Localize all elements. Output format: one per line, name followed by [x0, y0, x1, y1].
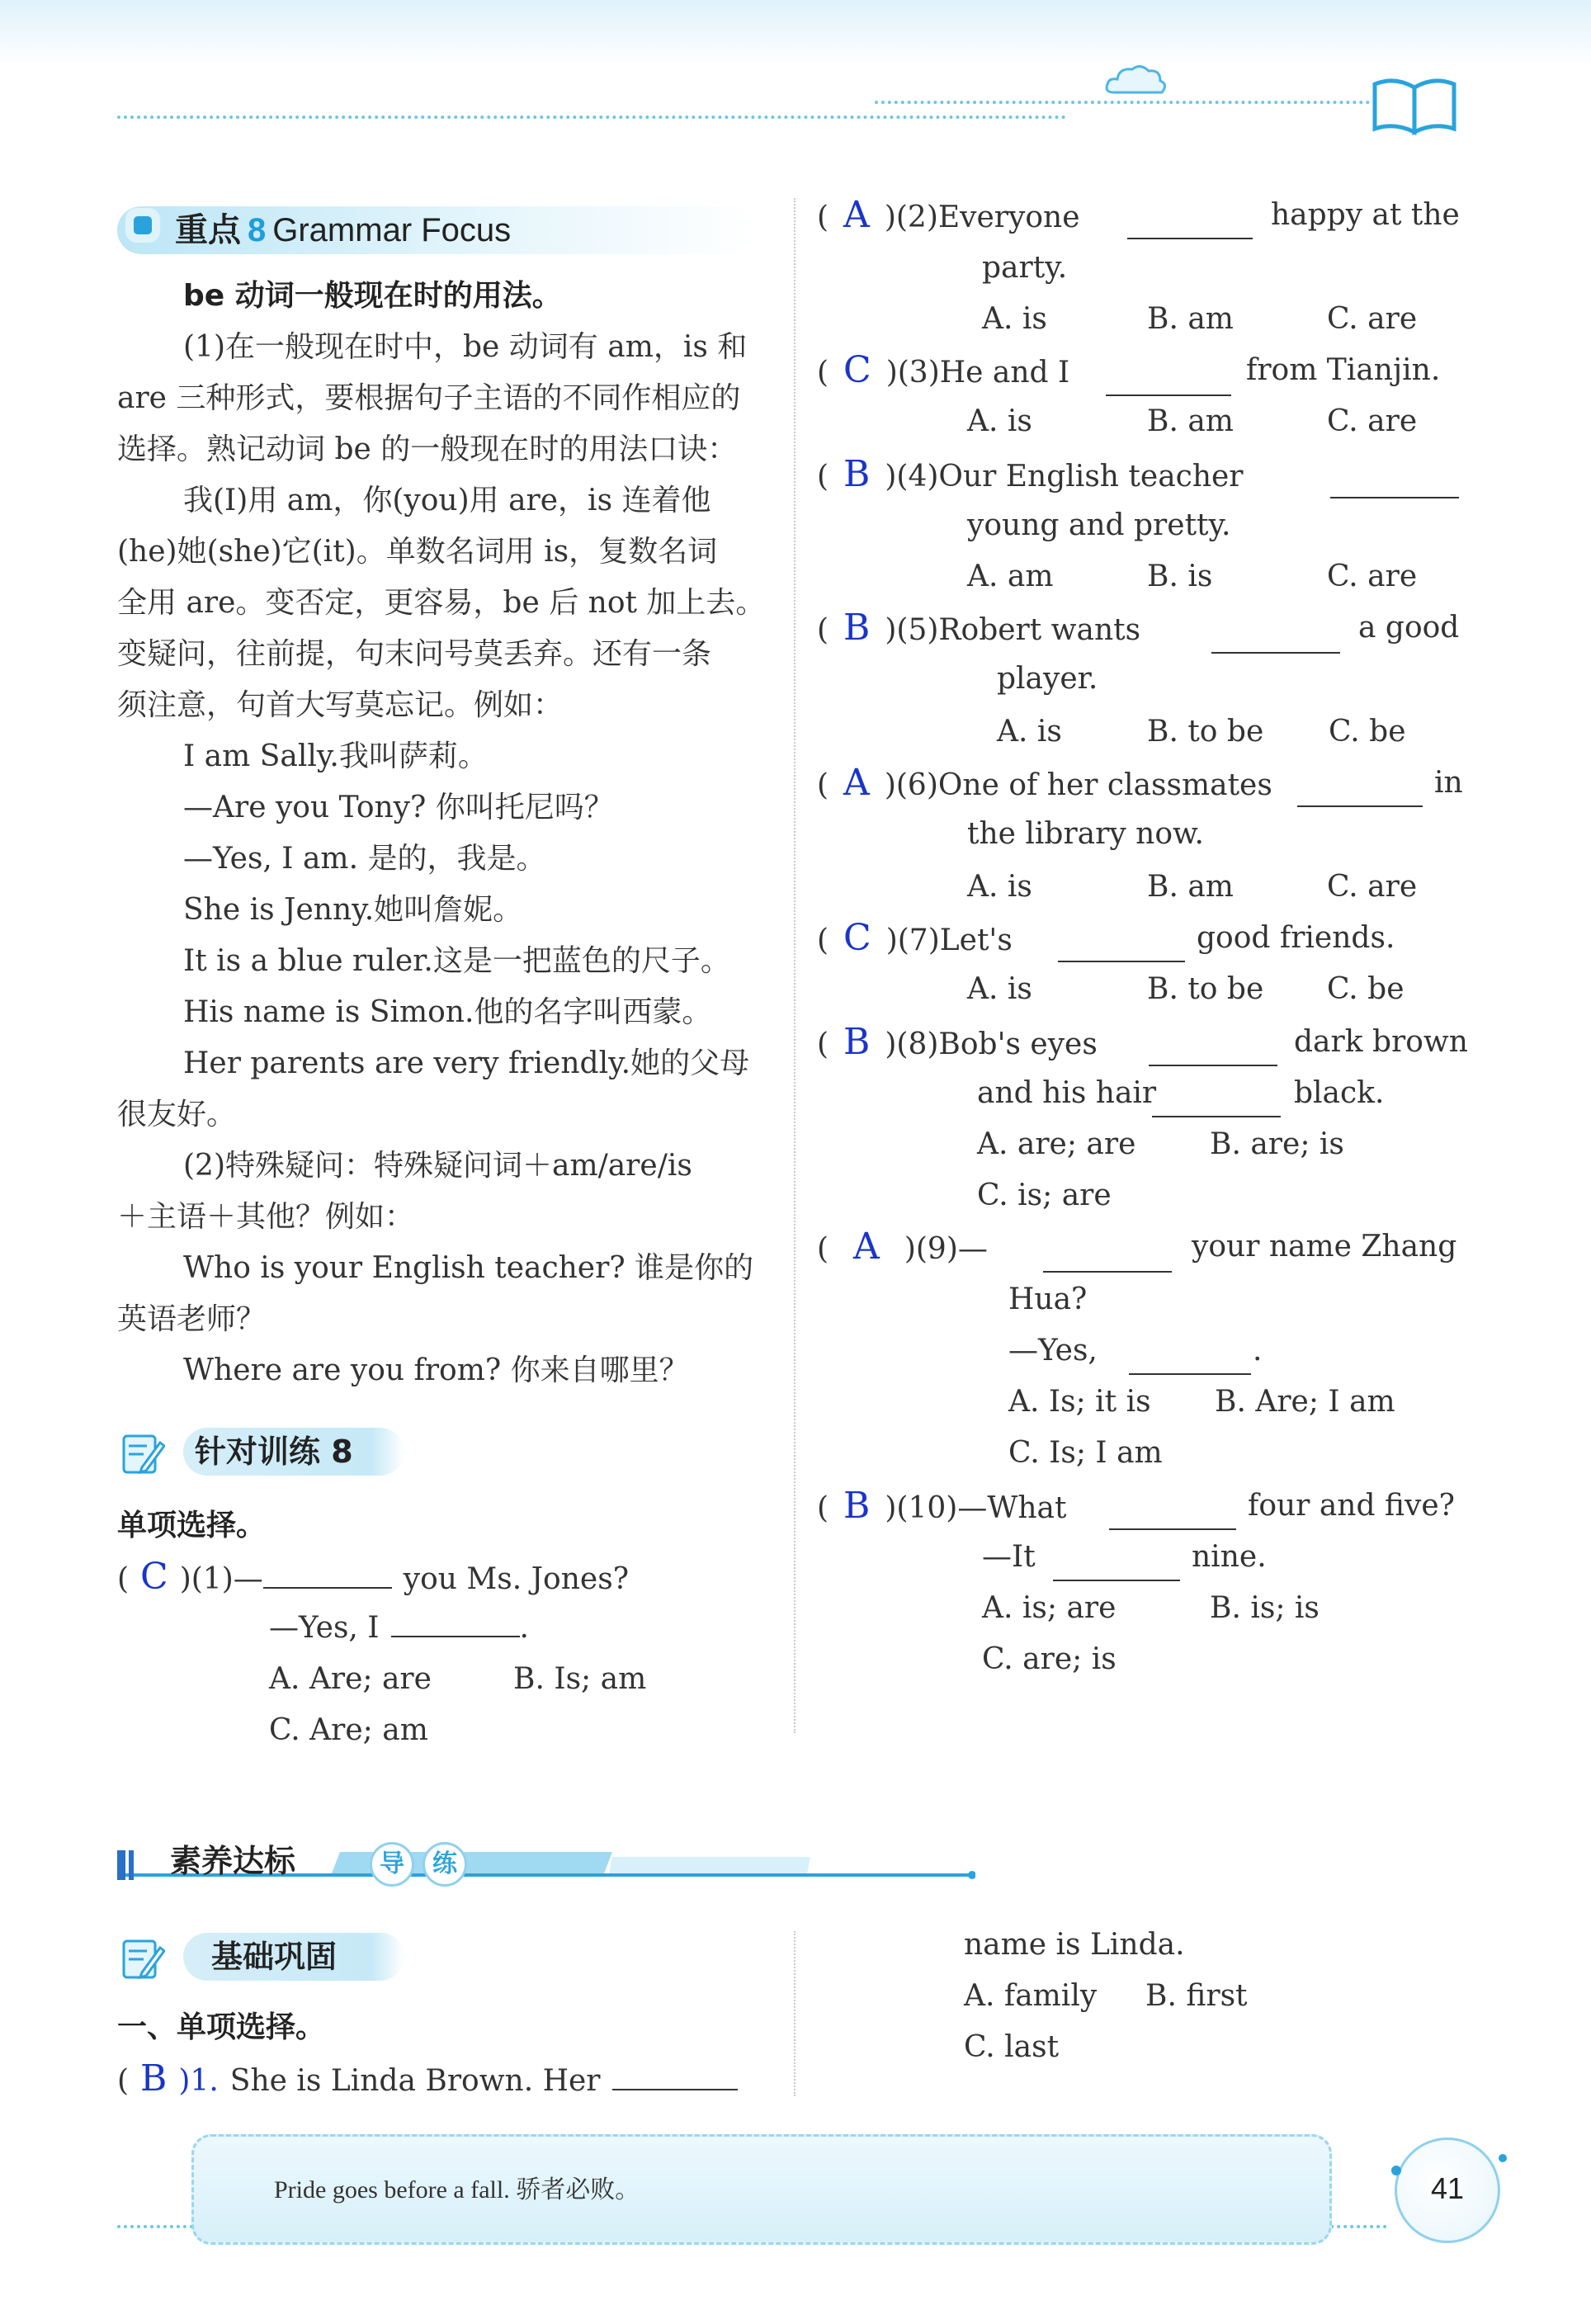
option-c: C. be [1329, 715, 1406, 749]
question-10: ( B )(10)—What [817, 1485, 1067, 1527]
focus-title-en: Grammar Focus [272, 212, 512, 248]
answer-4: B [843, 453, 871, 495]
question-1: ( C )(1)— you Ms. Jones? [117, 1556, 629, 1598]
answer-6: A [843, 762, 870, 804]
blank [263, 1562, 392, 1589]
focus-heading: be 动词一般现在时的用法。 [183, 279, 562, 313]
question-8: ( B )(8)Bob's eyes [817, 1021, 1098, 1063]
question-6-text: the library now. [967, 817, 1204, 851]
focus-line: Her parents are very friendly.她的父母 [183, 1046, 750, 1080]
question-8-text: and his hair [977, 1076, 1157, 1110]
option-b: B. are; is [1210, 1127, 1344, 1161]
answer-2: A [843, 194, 870, 236]
question-5: ( B )(5)Robert wants [817, 607, 1141, 649]
grammar-focus-title [175, 206, 511, 254]
section2-title: 素养达标 [170, 1843, 296, 1879]
section2-question-1: ( B )1. She is Linda Brown. Her [117, 2053, 738, 2107]
part-title: 一、单项选择。 [117, 2010, 326, 2044]
question-1-line2: —Yes, I . [269, 1611, 529, 1645]
option-b: B. Is; am [513, 1662, 647, 1696]
question-8-text: dark brown [1294, 1025, 1468, 1059]
question-10-text: four and five? [1248, 1489, 1455, 1523]
blank [1053, 1555, 1180, 1581]
option-a: A. is [967, 404, 1032, 438]
question-5-text: player. [997, 662, 1098, 696]
question-2: ( A )(2)Everyone [817, 194, 1080, 236]
focus-line: It is a blue ruler.这是一把蓝色的尺子。 [183, 944, 730, 978]
section2-q1-cont: name is Linda. [964, 1928, 1185, 1962]
option-c: C. are; is [982, 1642, 1117, 1676]
blank [1149, 1040, 1277, 1066]
blank [612, 2064, 738, 2090]
option-a: A. is [967, 972, 1032, 1006]
focus-line: Where are you from? 你来自哪里？ [183, 1353, 689, 1387]
blank [1109, 1504, 1236, 1530]
option-a: A. are; are [977, 1127, 1136, 1161]
blank [1058, 936, 1185, 962]
dot-decoration [1391, 2166, 1401, 2175]
focus-line: 变疑问，往前提，句末问号莫丢弃。还有一条 [117, 637, 712, 671]
option-c: C. are [1327, 404, 1418, 438]
focus-line: 选择。熟记动词 be 的一般现在时的用法口诀： [117, 432, 738, 466]
answer-10: B [843, 1485, 871, 1527]
focus-line: ＋主语＋其他？例如： [117, 1200, 415, 1234]
focus-number: 8 [248, 212, 267, 248]
option-a: A. Is; it is [1008, 1385, 1151, 1419]
page-number: 41 [1430, 2171, 1465, 2205]
focus-label: 重点 [175, 210, 241, 249]
answer-7: C [843, 917, 871, 959]
pencil-note-icon [120, 1431, 165, 1476]
option-b: B. first [1145, 1979, 1248, 2013]
question-3: ( C )(3)He and I [817, 349, 1070, 391]
focus-line: are 三种形式，要根据句子主语的不同作相应的 [117, 381, 741, 415]
blank [1152, 1091, 1281, 1117]
option-a: A. is [967, 870, 1032, 904]
option-c: C. are [1327, 302, 1418, 336]
question-9-text: your name Zhang [1192, 1230, 1457, 1264]
answer-3: C [843, 349, 871, 391]
option-a: A. am [967, 560, 1054, 593]
training-title: 针对训练 8 [195, 1434, 353, 1470]
basic-title: 基础巩固 [211, 1939, 338, 1975]
focus-line: I am Sally.我叫萨莉。 [183, 739, 488, 773]
focus-line: —Yes, I am. 是的，我是。 [183, 842, 546, 876]
question-4-text: young and pretty. [967, 508, 1231, 542]
focus-line: 很友好。 [117, 1098, 237, 1131]
question-9-text: Hua? [1008, 1282, 1088, 1316]
blank [1043, 1246, 1172, 1273]
option-c: C. are [1327, 560, 1418, 593]
option-c: C. Is; I am [1008, 1436, 1163, 1470]
cloud-icon [1102, 61, 1168, 101]
option-c: C. is; are [977, 1179, 1112, 1212]
option-b: B. to be [1147, 715, 1264, 749]
focus-line: His name is Simon.他的名字叫西蒙。 [183, 995, 712, 1029]
option-a: A. Are; are [269, 1662, 432, 1696]
header-dotted-line-right [875, 101, 1370, 104]
answer-8: B [843, 1021, 871, 1063]
option-b: B. am [1147, 302, 1234, 336]
question-7-text: good friends. [1197, 921, 1395, 955]
question-9-text: . [1253, 1334, 1263, 1367]
blank [1211, 627, 1340, 654]
focus-line: Who is your English teacher? 谁是你的 [183, 1251, 754, 1285]
answer-1: C [140, 1556, 168, 1598]
answer-5: B [843, 607, 871, 649]
badge-lian: 练 [423, 1842, 467, 1887]
option-b: B. is; is [1210, 1591, 1320, 1625]
badge-dao: 导 [370, 1842, 414, 1887]
blank [1106, 370, 1231, 396]
training-instruction: 单项选择。 [117, 1509, 267, 1542]
question-5-text: a good [1358, 611, 1460, 645]
question-9: ( A )(9)— [817, 1226, 988, 1268]
question-8-text: black. [1294, 1076, 1385, 1110]
focus-line: 我(I)用 am，你(you)用 are，is 连着他 [183, 484, 711, 517]
blank [1129, 1349, 1251, 1375]
header-band [0, 0, 1591, 66]
focus-line: 须注意，句首大写莫忘记。例如： [117, 688, 564, 722]
question-6-text: in [1434, 766, 1463, 800]
option-c: C. last [964, 2030, 1060, 2064]
focus-line: (2)特殊疑问：特殊疑问词＋am/are/is [183, 1149, 692, 1183]
answer-9: A [853, 1226, 880, 1268]
question-6: ( A )(6)One of her classmates [817, 762, 1272, 804]
blank [391, 1611, 520, 1637]
focus-line: She is Jenny.她叫詹妮。 [183, 893, 523, 927]
question-10-text: —It [982, 1540, 1036, 1574]
option-c: C. Are; am [269, 1713, 428, 1747]
section2-answer-1: B [140, 2057, 168, 2100]
blank [1127, 213, 1253, 239]
option-c: C. are [1327, 870, 1418, 904]
option-c: C. be [1327, 972, 1405, 1006]
pencil-note-icon [120, 1936, 165, 1981]
option-a: A. family [964, 1979, 1098, 2013]
open-book-icon [1370, 73, 1459, 137]
column-divider-2 [794, 1931, 796, 2096]
focus-line: 英语老师？ [117, 1302, 267, 1336]
option-b: B. am [1147, 870, 1234, 904]
question-9-text: —Yes, [1008, 1334, 1098, 1367]
option-b: B. Are; I am [1215, 1385, 1395, 1419]
blank [1297, 781, 1423, 807]
header-dotted-line-left [117, 116, 1066, 119]
question-3-text: from Tianjin. [1246, 353, 1441, 387]
dot-decoration [1499, 2154, 1507, 2162]
option-a: A. is; are [982, 1591, 1117, 1625]
focus-line: —Are you Tony? 你叫托尼吗？ [183, 791, 614, 824]
question-10-text: nine. [1192, 1540, 1267, 1574]
focus-line: (1)在一般现在时中，be 动词有 am，is 和 [183, 330, 748, 364]
option-a: A. is [982, 302, 1047, 336]
question-7: ( C )(7)Let's [817, 917, 1013, 959]
blank [1330, 472, 1459, 498]
question-2-text: party. [982, 251, 1068, 285]
focus-line: (he)她(she)它(it)。单数名词用 is，复数名词 [117, 535, 718, 569]
option-b: B. to be [1147, 972, 1264, 1006]
option-a: A. is [997, 715, 1062, 749]
proverb-text: Pride goes before a fall. 骄者必败。 [274, 2176, 640, 2204]
option-b: B. am [1147, 404, 1234, 438]
option-b: B. is [1147, 560, 1213, 593]
square-bullet-icon [134, 216, 152, 234]
question-2-text: happy at the [1271, 198, 1460, 232]
question-4: ( B )(4)Our English teacher [817, 453, 1244, 495]
column-divider [794, 198, 796, 1733]
focus-line: 全用 are。变否定，更容易，be 后 not 加上去。 [117, 586, 766, 620]
